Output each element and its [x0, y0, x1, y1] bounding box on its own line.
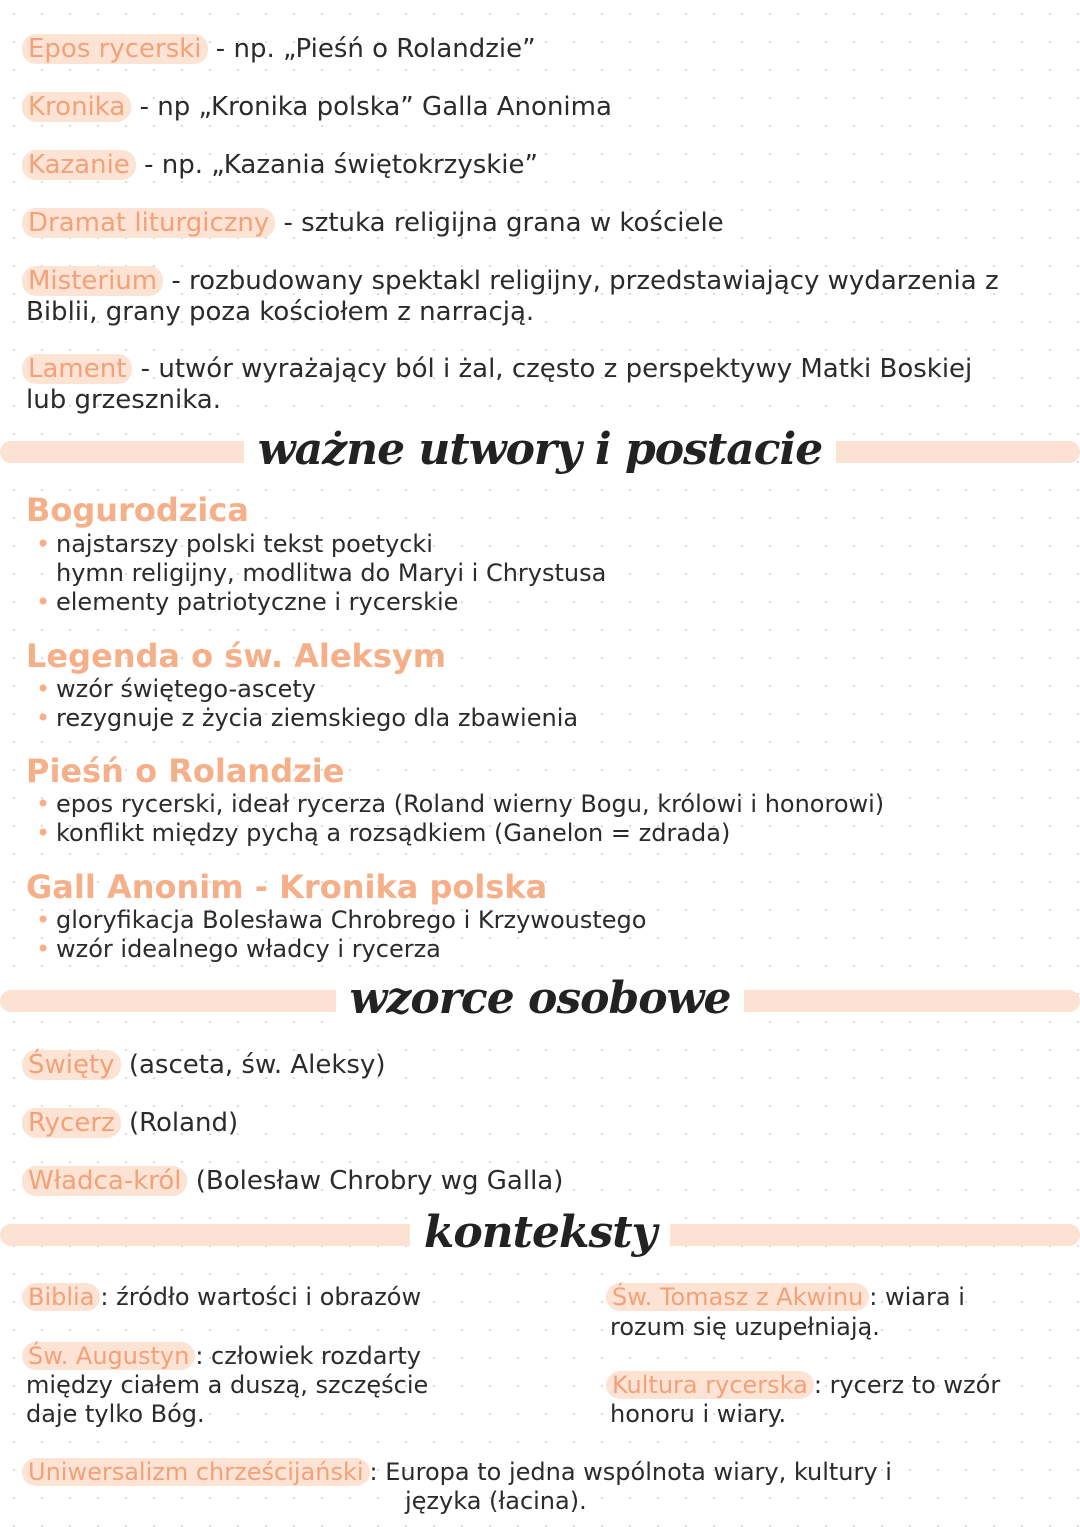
work-point: • epos rycerski, ideał rycerza (Roland wierny Bogu, królowi i honorowi) — [36, 790, 885, 818]
bullet-icon: • — [36, 675, 51, 703]
genre-term: Lament — [22, 354, 132, 384]
bullet-icon: • — [36, 588, 51, 616]
genre-term: Epos rycerski — [22, 34, 208, 64]
model-wladca — [26, 1166, 563, 1196]
genre-dramat — [26, 208, 724, 238]
model-description: (Bolesław Chrobry wg Galla) — [195, 1166, 564, 1196]
context-kultura: Kultura rycerska : rycerz to wzór — [610, 1371, 1000, 1400]
bullet-icon: • — [36, 935, 51, 963]
genre-term: Kronika — [22, 92, 131, 122]
context-uniwersalizm: Uniwersalizm chrześcijański : Europa to jedna wspólnota wiary, kultury i — [26, 1458, 892, 1487]
context-uniwersalizm-cont: języka (łacina). — [405, 1487, 587, 1515]
genre-separator: - — [163, 266, 190, 296]
context-augustyn: Św. Augustyn : człowiek rozdarty — [26, 1342, 421, 1371]
context-description: człowiek rozdarty — [211, 1342, 421, 1370]
model-description: (Roland) — [128, 1108, 239, 1138]
genre-epos — [26, 34, 536, 64]
genre-kronika — [26, 92, 612, 122]
genre-separator: - — [131, 92, 158, 122]
work-point: • konflikt między pychą a rozsądkiem (Ganelon = zdrada) — [36, 819, 731, 847]
genre-description: np „Kronika polska” Galla Anonima — [157, 92, 612, 122]
genre-lament — [26, 354, 972, 384]
context-term: Św. Augustyn — [22, 1342, 195, 1370]
model-term: Władca-król — [22, 1166, 187, 1196]
context-augustyn-cont: między ciałem a duszą, szczęście — [26, 1371, 429, 1399]
work-point: • gloryfikacja Bolesława Chrobrego i Krzywoustego — [36, 906, 647, 934]
context-description: Europa to jedna wspólnota wiary, kultury i — [385, 1458, 892, 1486]
context-term: Kultura rycerska — [606, 1371, 814, 1399]
bullet-icon: • — [36, 704, 51, 732]
work-title: Legenda o św. Aleksym — [26, 637, 447, 675]
context-term: Biblia — [22, 1283, 100, 1311]
context-term: Uniwersalizm chrześcijański — [22, 1458, 370, 1486]
section-title-models: wzorce osobowe — [0, 973, 1080, 1024]
context-tomasz: Św. Tomasz z Akwinu : wiara i — [610, 1283, 965, 1312]
work-title: Bogurodzica — [26, 491, 249, 529]
genre-description: rozbudowany spektakl religijny, przedstawiający wydarzenia z — [189, 266, 999, 296]
work-title: Pieśń o Rolandzie — [26, 752, 345, 790]
work-point: • wzór świętego-ascety — [36, 675, 316, 703]
context-description: rycerz to wzór — [829, 1371, 1001, 1399]
genre-separator: - — [132, 354, 159, 384]
model-rycerz — [26, 1108, 238, 1138]
context-tomasz-cont: rozum się uzupełniają. — [610, 1313, 880, 1341]
work-point: • najstarszy polski tekst poetycki — [36, 530, 433, 558]
bullet-icon: • — [36, 790, 51, 818]
genre-kazanie — [26, 150, 538, 180]
genre-description: sztuka religijna grana w kościele — [301, 208, 724, 238]
bullet-icon: • — [36, 530, 51, 558]
genre-description: utwór wyrażający ból i żal, często z perspektywy Matki Boskiej — [158, 354, 973, 384]
model-term: Święty — [22, 1050, 121, 1080]
genre-term: Misterium — [22, 266, 163, 296]
context-description: źródło wartości i obrazów — [116, 1283, 422, 1311]
genre-lament-cont: lub grzesznika. — [26, 385, 221, 415]
work-point: • wzór idealnego władcy i rycerza — [36, 935, 441, 963]
genre-misterium-cont: Biblii, grany poza kościołem z narracją. — [26, 297, 535, 327]
genre-separator: - — [275, 208, 302, 238]
context-kultura-cont: honoru i wiary. — [610, 1400, 787, 1428]
work-title: Gall Anonim - Kronika polska — [26, 868, 548, 906]
context-augustyn-cont: daje tylko Bóg. — [26, 1400, 205, 1428]
work-point: • elementy patriotyczne i rycerskie — [36, 588, 459, 616]
bullet-icon: • — [36, 906, 51, 934]
genre-separator: - — [135, 150, 162, 180]
model-description: (asceta, św. Aleksy) — [128, 1050, 386, 1080]
genre-description: np. „Pieśń o Rolandzie” — [233, 34, 536, 64]
genre-separator: - — [207, 34, 234, 64]
model-swiety — [26, 1050, 386, 1080]
context-term: Św. Tomasz z Akwinu — [606, 1283, 869, 1311]
genre-description: np. „Kazania świętokrzyskie” — [161, 150, 538, 180]
section-title-contexts: konteksty — [0, 1207, 1080, 1258]
model-term: Rycerz — [22, 1108, 121, 1138]
section-title-works: ważne utwory i postacie — [0, 424, 1080, 475]
bullet-icon: • — [36, 819, 51, 847]
genre-term: Dramat liturgiczny — [22, 208, 275, 238]
genre-term: Kazanie — [22, 150, 136, 180]
work-point: hymn religijny, modlitwa do Maryi i Chrystusa — [56, 559, 607, 587]
context-biblia: Biblia : źródło wartości i obrazów — [26, 1283, 421, 1312]
genre-misterium — [26, 266, 999, 296]
work-point: • rezygnuje z życia ziemskiego dla zbawienia — [36, 704, 579, 732]
context-description: wiara i — [884, 1283, 965, 1311]
